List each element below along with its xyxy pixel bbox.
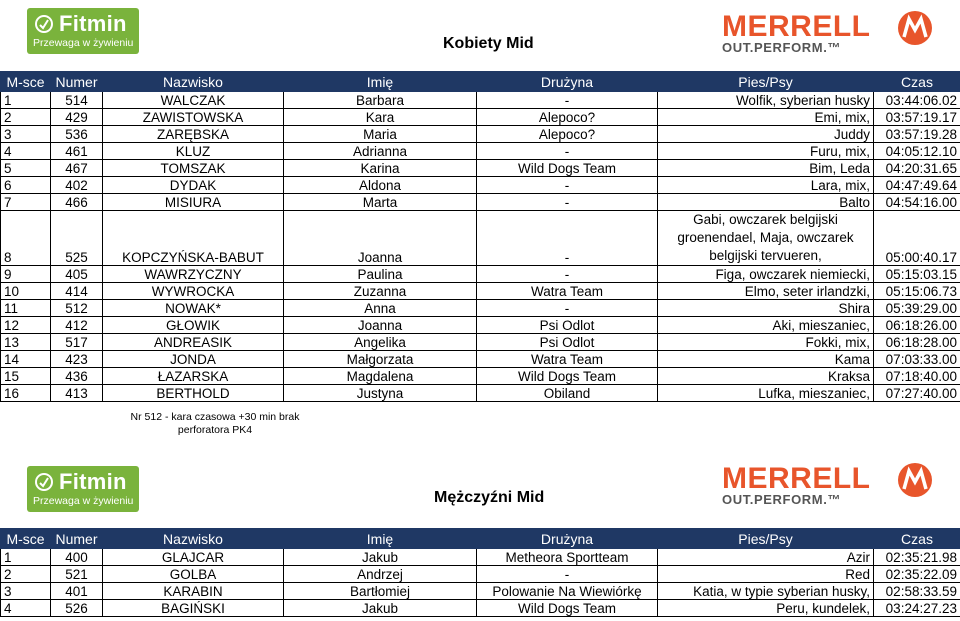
cell-surname: ZARĘBSKA — [103, 126, 284, 143]
cell-team: Alepoco? — [477, 109, 658, 126]
cell-number: 400 — [51, 549, 103, 566]
cell-team: - — [477, 92, 658, 109]
cell-team: Wild Dogs Team — [477, 368, 658, 385]
cell-place: 1 — [1, 549, 51, 566]
table-row — [1, 368, 960, 385]
cell-firstname: Jakub — [284, 600, 477, 617]
table-row — [1, 160, 960, 177]
cell-dogs: Shira — [658, 300, 874, 317]
cell-firstname: Anna — [284, 300, 477, 317]
cell-place: 7 — [1, 194, 51, 211]
fitmin-name: Fitmin — [59, 11, 127, 36]
cell-time: 04:05:12.10 — [874, 143, 960, 160]
table-row — [1, 177, 960, 194]
cell-place: 15 — [1, 368, 51, 385]
table-row — [1, 211, 960, 266]
cell-number: 536 — [51, 126, 103, 143]
cell-number: 412 — [51, 317, 103, 334]
cell-dogs: Emi, mix, — [658, 109, 874, 126]
cell-team: Wild Dogs Team — [477, 160, 658, 177]
cell-surname: GŁOWIK — [103, 317, 284, 334]
cell-time: 05:39:29.00 — [874, 300, 960, 317]
table-row — [1, 566, 960, 583]
table-row — [1, 283, 960, 300]
cell-place: 3 — [1, 126, 51, 143]
cell-number: 405 — [51, 266, 103, 283]
cell-firstname: Magdalena — [284, 368, 477, 385]
cell-dogs: Peru, kundelek, — [658, 600, 874, 617]
cell-time: 07:18:40.00 — [874, 368, 960, 385]
merrell-logo-bottom — [722, 462, 934, 508]
header-place: M-sce — [1, 72, 51, 92]
fitmin-tagline: Przewaga w żywieniu — [33, 495, 134, 507]
men-header-row — [1, 529, 960, 549]
header-firstname: Imię — [284, 529, 477, 549]
header-team: Drużyna — [477, 529, 658, 549]
cell-place: 6 — [1, 177, 51, 194]
cell-dogs: Bim, Leda — [658, 160, 874, 177]
cell-number: 423 — [51, 351, 103, 368]
cell-surname: GLAJCAR — [103, 549, 284, 566]
cell-firstname: Joanna — [284, 317, 477, 334]
cell-number: 517 — [51, 334, 103, 351]
cell-dogs: Figa, owczarek niemiecki, — [658, 266, 874, 283]
cell-dogs: Lara, mix, — [658, 177, 874, 194]
cell-dogs: Lufka, mieszaniec, — [658, 385, 874, 402]
cell-surname: BAGIŃSKI — [103, 600, 284, 617]
cell-place: 1 — [1, 92, 51, 109]
cell-firstname: Marta — [284, 194, 477, 211]
merrell-m-icon — [897, 462, 933, 498]
merrell-m-icon — [897, 10, 933, 46]
cell-place: 12 — [1, 317, 51, 334]
fitmin-leaf-icon — [35, 15, 53, 33]
header-surname: Nazwisko — [103, 529, 284, 549]
cell-firstname: Adrianna — [284, 143, 477, 160]
cell-time: 02:35:21.98 — [874, 549, 960, 566]
cell-time: 02:58:33.59 — [874, 583, 960, 600]
cell-team: - — [477, 211, 658, 266]
cell-time: 05:00:40.17 — [874, 211, 960, 266]
cell-dogs: Wolfik, syberian husky — [658, 92, 874, 109]
table-row — [1, 385, 960, 402]
women-section-title: Kobiety Mid — [443, 35, 534, 52]
cell-surname: DYDAK — [103, 177, 284, 194]
cell-firstname: Aldona — [284, 177, 477, 194]
cell-number: 514 — [51, 92, 103, 109]
cell-place: 9 — [1, 266, 51, 283]
header-number: Numer — [51, 72, 103, 92]
cell-firstname: Paulina — [284, 266, 477, 283]
table-row — [1, 351, 960, 368]
cell-dogs: Gabi, owczarek belgijski groenendael, Maja, owczarek belgijski tervueren, — [658, 211, 874, 266]
cell-number: 414 — [51, 283, 103, 300]
header-dogs: Pies/Psy — [658, 72, 874, 92]
cell-number: 526 — [51, 600, 103, 617]
header-number: Numer — [51, 529, 103, 549]
cell-place: 8 — [1, 211, 51, 266]
cell-number: 413 — [51, 385, 103, 402]
table-row — [1, 92, 960, 109]
cell-team: - — [477, 266, 658, 283]
men-results-table — [0, 528, 960, 617]
cell-firstname: Maria — [284, 126, 477, 143]
fitmin-leaf-icon — [35, 473, 53, 491]
header-surname: Nazwisko — [103, 72, 284, 92]
women-header-row — [1, 72, 960, 92]
cell-team: Metheora Sportteam — [477, 549, 658, 566]
cell-number: 525 — [51, 211, 103, 266]
cell-team: Watra Team — [477, 283, 658, 300]
cell-firstname: Zuzanna — [284, 283, 477, 300]
cell-surname: KOPCZYŃSKA-BABUT — [103, 211, 284, 266]
cell-time: 03:24:27.23 — [874, 600, 960, 617]
cell-place: 2 — [1, 109, 51, 126]
table-row — [1, 300, 960, 317]
cell-time: 07:27:40.00 — [874, 385, 960, 402]
cell-team: - — [477, 194, 658, 211]
header-dogs: Pies/Psy — [658, 529, 874, 549]
cell-surname: WYWROCKA — [103, 283, 284, 300]
cell-number: 512 — [51, 300, 103, 317]
cell-dogs: Elmo, seter irlandzki, — [658, 283, 874, 300]
cell-time: 04:20:31.65 — [874, 160, 960, 177]
cell-time: 06:18:26.00 — [874, 317, 960, 334]
fitmin-name: Fitmin — [59, 469, 127, 494]
cell-number: 521 — [51, 566, 103, 583]
table-row — [1, 143, 960, 160]
header-team: Drużyna — [477, 72, 658, 92]
cell-firstname: Bartłomiej — [284, 583, 477, 600]
cell-firstname: Joanna — [284, 211, 477, 266]
cell-firstname: Kara — [284, 109, 477, 126]
cell-surname: ANDREASIK — [103, 334, 284, 351]
cell-team: - — [477, 177, 658, 194]
cell-time: 06:18:28.00 — [874, 334, 960, 351]
cell-place: 3 — [1, 583, 51, 600]
cell-firstname: Andrzej — [284, 566, 477, 583]
header-time: Czas — [874, 72, 960, 92]
table-row — [1, 266, 960, 283]
cell-firstname: Małgorzata — [284, 351, 477, 368]
cell-place: 5 — [1, 160, 51, 177]
fitmin-logo — [27, 8, 139, 54]
cell-time: 03:57:19.28 — [874, 126, 960, 143]
merrell-logo — [722, 10, 934, 56]
cell-time: 04:47:49.64 — [874, 177, 960, 194]
cell-firstname: Angelika — [284, 334, 477, 351]
cell-dogs: Kama — [658, 351, 874, 368]
header-firstname: Imię — [284, 72, 477, 92]
cell-dogs: Aki, mieszaniec, — [658, 317, 874, 334]
cell-number: 461 — [51, 143, 103, 160]
cell-surname: KLUZ — [103, 143, 284, 160]
table-row — [1, 109, 960, 126]
cell-place: 2 — [1, 566, 51, 583]
table-row — [1, 549, 960, 566]
cell-surname: ZAWISTOWSKA — [103, 109, 284, 126]
cell-number: 436 — [51, 368, 103, 385]
cell-number: 429 — [51, 109, 103, 126]
cell-dogs: Fokki, mix, — [658, 334, 874, 351]
cell-firstname: Karina — [284, 160, 477, 177]
merrell-slogan: OUT.PERFORM.™ — [722, 492, 842, 507]
cell-surname: WALCZAK — [103, 92, 284, 109]
cell-surname: TOMSZAK — [103, 160, 284, 177]
cell-firstname: Barbara — [284, 92, 477, 109]
cell-time: 05:15:06.73 — [874, 283, 960, 300]
women-results-table — [0, 71, 960, 402]
cell-team: Polowanie Na Wiewiórkę — [477, 583, 658, 600]
cell-team: Alepoco? — [477, 126, 658, 143]
cell-number: 402 — [51, 177, 103, 194]
cell-firstname: Jakub — [284, 549, 477, 566]
cell-surname: ŁAZARSKA — [103, 368, 284, 385]
cell-surname: GOLBA — [103, 566, 284, 583]
cell-team: Psi Odlot — [477, 334, 658, 351]
penalty-note: Nr 512 - kara czasowa +30 min brak perforatora PK4 — [130, 411, 300, 436]
cell-place: 14 — [1, 351, 51, 368]
cell-number: 401 — [51, 583, 103, 600]
fitmin-tagline: Przewaga w żywieniu — [33, 37, 134, 49]
cell-number: 466 — [51, 194, 103, 211]
cell-dogs: Azir — [658, 549, 874, 566]
cell-team: Watra Team — [477, 351, 658, 368]
cell-place: 10 — [1, 283, 51, 300]
cell-time: 02:35:22.09 — [874, 566, 960, 583]
header-time: Czas — [874, 529, 960, 549]
cell-place: 16 — [1, 385, 51, 402]
cell-surname: KARABIN — [103, 583, 284, 600]
table-row — [1, 600, 960, 617]
cell-time: 03:57:19.17 — [874, 109, 960, 126]
table-row — [1, 317, 960, 334]
cell-firstname: Justyna — [284, 385, 477, 402]
cell-surname: JONDA — [103, 351, 284, 368]
cell-dogs: Red — [658, 566, 874, 583]
cell-surname: WAWRZYCZNY — [103, 266, 284, 283]
merrell-name: MERRELL — [722, 462, 871, 495]
cell-team: - — [477, 566, 658, 583]
cell-time: 05:15:03.15 — [874, 266, 960, 283]
cell-dogs: Juddy — [658, 126, 874, 143]
cell-team: Wild Dogs Team — [477, 600, 658, 617]
cell-place: 13 — [1, 334, 51, 351]
cell-time: 03:44:06.02 — [874, 92, 960, 109]
men-section-title: Mężczyźni Mid — [434, 489, 545, 506]
cell-time: 04:54:16.00 — [874, 194, 960, 211]
cell-surname: BERTHOLD — [103, 385, 284, 402]
table-row — [1, 126, 960, 143]
cell-team: - — [477, 143, 658, 160]
fitmin-logo-bottom — [27, 466, 139, 512]
cell-surname: NOWAK* — [103, 300, 284, 317]
cell-team: - — [477, 300, 658, 317]
cell-place: 11 — [1, 300, 51, 317]
table-row — [1, 334, 960, 351]
cell-dogs: Katia, w typie syberian husky, — [658, 583, 874, 600]
header-place: M-sce — [1, 529, 51, 549]
cell-dogs: Furu, mix, — [658, 143, 874, 160]
table-row — [1, 583, 960, 600]
cell-dogs: Kraksa — [658, 368, 874, 385]
cell-dogs: Balto — [658, 194, 874, 211]
cell-team: Obiland — [477, 385, 658, 402]
cell-number: 467 — [51, 160, 103, 177]
table-row — [1, 194, 960, 211]
cell-team: Psi Odlot — [477, 317, 658, 334]
merrell-slogan: OUT.PERFORM.™ — [722, 40, 842, 55]
cell-time: 07:03:33.00 — [874, 351, 960, 368]
merrell-name: MERRELL — [722, 10, 871, 43]
cell-place: 4 — [1, 143, 51, 160]
cell-place: 4 — [1, 600, 51, 617]
cell-surname: MISIURA — [103, 194, 284, 211]
